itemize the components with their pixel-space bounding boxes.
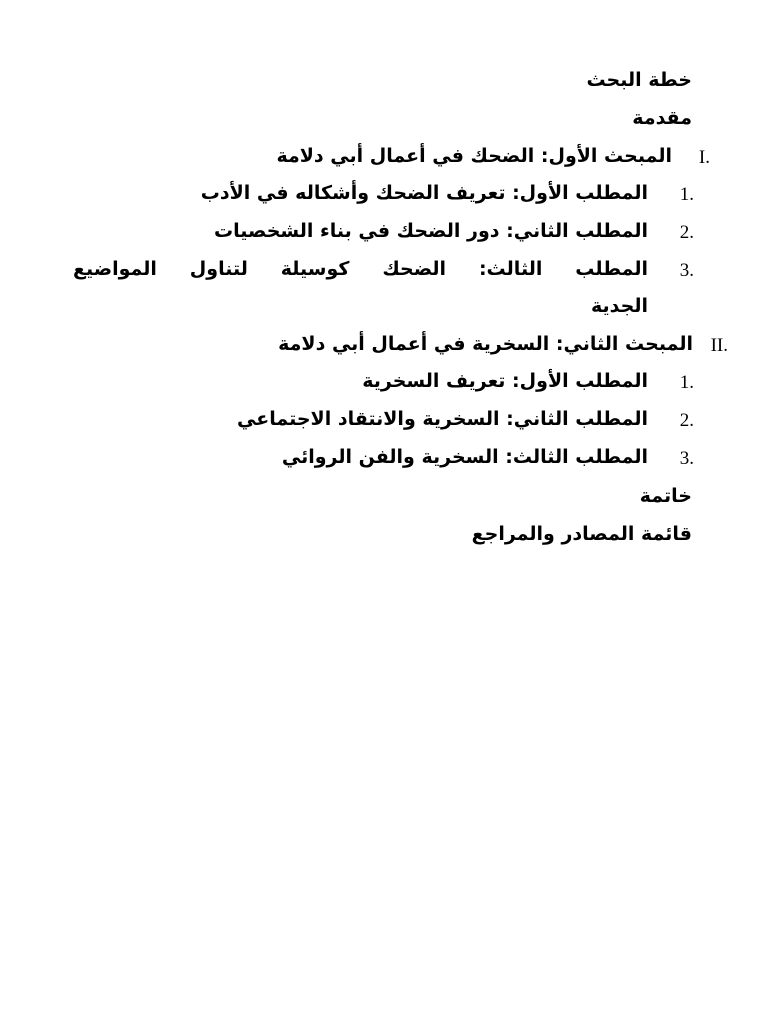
- item-number: 2.: [679, 222, 694, 243]
- intro-heading: مقدمة: [632, 107, 692, 129]
- conclusion-heading: خاتمة: [639, 485, 692, 507]
- item-number: 3.: [679, 260, 694, 281]
- item-text: المطلب الثالث: الضحك كوسيلة لتناول المواضيع: [73, 258, 648, 280]
- item-number: 2.: [679, 410, 694, 431]
- references-heading: قائمة المصادر والمراجع: [471, 523, 692, 545]
- item-text: المطلب الثاني: دور الضحك في بناء الشخصيات: [214, 220, 648, 242]
- item-text: المطلب الثاني: السخرية والانتقاد الاجتماعي: [237, 408, 648, 430]
- section-number: I.: [698, 147, 710, 168]
- plan-title: خطة البحث: [586, 69, 692, 91]
- item-number: 1.: [679, 372, 694, 393]
- section-title: المبحث الأول: الضحك في أعمال أبي دلامة: [276, 145, 672, 167]
- item-text: المطلب الأول: تعريف السخرية: [362, 370, 648, 392]
- item-text: المطلب الثالث: السخرية والفن الروائي: [281, 446, 648, 468]
- item-number: 3.: [679, 448, 694, 469]
- section-number: II.: [710, 335, 728, 356]
- section-title: المبحث الثاني: السخرية في أعمال أبي دلامة: [278, 333, 693, 355]
- item-number: 1.: [679, 184, 694, 205]
- item-text-continuation: الجدية: [591, 295, 648, 317]
- item-text: المطلب الأول: تعريف الضحك وأشكاله في الأدب: [200, 182, 648, 204]
